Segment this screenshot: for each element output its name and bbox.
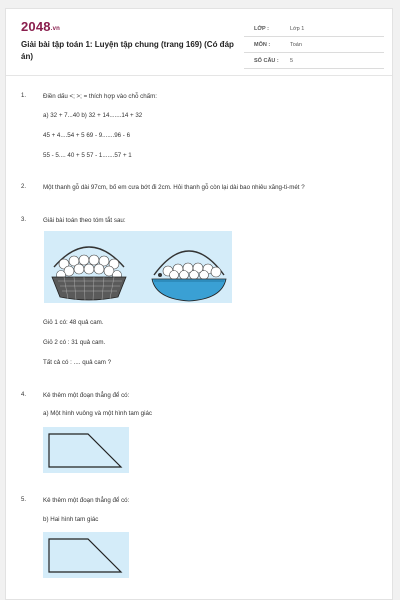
trapezoid-figure-b <box>43 532 129 578</box>
question-3-text: Giải bài toán theo tóm tắt sau: <box>43 217 126 224</box>
header-divider <box>6 75 392 76</box>
meta-grade <box>244 23 384 37</box>
question-2-number: 2. <box>21 184 27 190</box>
question-4-text: Kẻ thêm một đoạn thẳng để có: <box>43 392 130 399</box>
trapezoid-shape-b <box>43 532 129 578</box>
trapezoid-figure-a <box>43 427 129 473</box>
question-1-line-2: 45 + 4....54 + 5 69 - 9.......96 - 6 <box>43 132 131 139</box>
meta-count-value: 5 <box>290 58 294 64</box>
meta-grade-value: Lớp 1 <box>290 26 305 32</box>
question-5-number: 5. <box>21 497 27 503</box>
orange-baskets-image <box>44 231 232 303</box>
meta-count-label: SỐ CÂU : <box>254 58 279 64</box>
question-2-text: Một thanh gỗ dài 97cm, bố em cưa bớt đi 2cm. Hỏi thanh gỗ còn lại dài bao nhiêu xăng-ti-mét ? <box>43 184 305 191</box>
meta-subject-value: Toán <box>290 42 302 48</box>
question-3-line-3: Tất cả có : .... quả cam ? <box>43 359 112 366</box>
question-4-line-1: a) Một hình vuông và một hình tam giác <box>43 410 153 417</box>
document-page <box>5 8 393 600</box>
site-logo[interactable]: 2048.vn <box>21 19 61 34</box>
baskets-illustration <box>44 231 232 303</box>
question-3-number: 3. <box>21 217 27 223</box>
question-3-line-2: Giỏ 2 có : 31 quả cam. <box>43 339 106 346</box>
document-title: Giải bài tập toán 1: Luyện tập chung (trang 169) (Có đáp án) <box>21 40 234 61</box>
meta-subject <box>244 39 384 53</box>
question-1-line-1: a) 32 + 7...40 b) 32 + 14.......14 + 32 <box>43 112 143 119</box>
question-3-line-1: Giỏ 1 có: 48 quả cam. <box>43 319 104 326</box>
question-5-text: Kẻ thêm một đoạn thẳng để có: <box>43 497 130 504</box>
question-1-line-3: 55 - 5.... 40 + 5 57 - 1.......57 + 1 <box>43 152 132 159</box>
question-5-line-1: b) Hai hình tam giác <box>43 516 99 523</box>
question-1-text: Điền dấu <; >; = thích hợp vào chỗ chấm: <box>43 93 157 100</box>
question-1-number: 1. <box>21 93 27 99</box>
trapezoid-shape-a <box>43 427 129 473</box>
meta-subject-label: MÔN : <box>254 42 271 48</box>
meta-grade-label: LỚP : <box>254 26 269 32</box>
meta-question-count <box>244 55 384 69</box>
question-4-number: 4. <box>21 392 27 398</box>
